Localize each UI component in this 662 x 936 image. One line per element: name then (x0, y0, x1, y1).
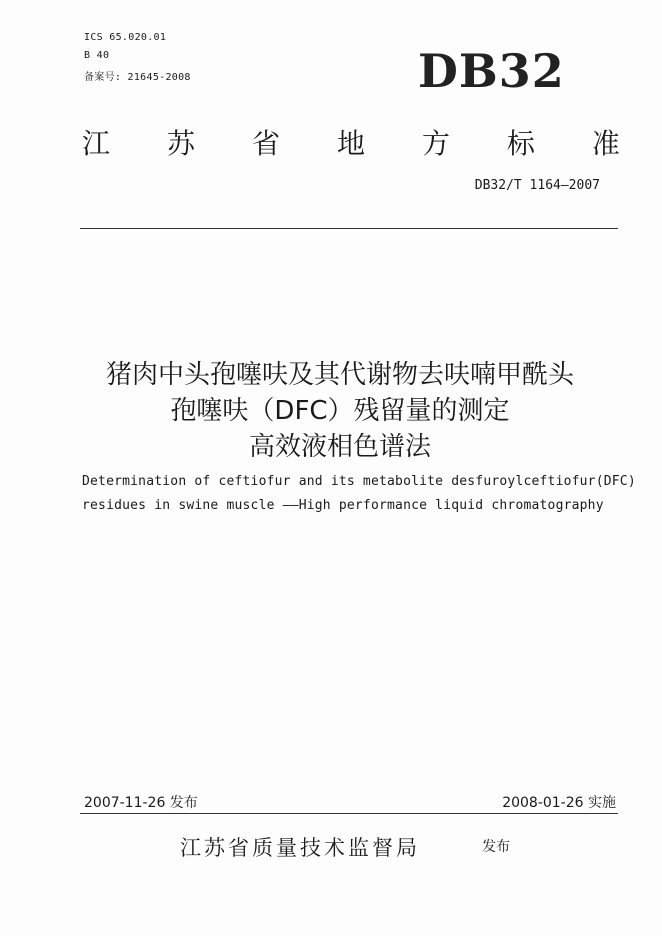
standard-type-char: 方 (421, 127, 450, 160)
title-en-line1: Determination of ceftiofur and its metabolite desfuroylceftiofur(DFC) (82, 474, 636, 489)
issuer-suffix: 发布 (482, 839, 510, 855)
publish-date: 2007-11-26 发布 (84, 795, 198, 811)
db32-logo: DB32 (418, 44, 565, 98)
issuer-name: 江苏省质量技术监督局 (180, 836, 420, 860)
title-cn-line3: 高效液相色谱法 (248, 432, 431, 462)
footer-rule (80, 813, 618, 814)
standard-type-char: 准 (591, 127, 620, 160)
record-number: 备案号: 21645-2008 (84, 72, 191, 83)
standard-type-char: 地 (336, 127, 365, 160)
header-rule (80, 228, 618, 229)
standard-type-char: 标 (506, 127, 535, 160)
class-code: B 40 (84, 50, 110, 61)
ics-code: ICS 65.020.01 (84, 32, 167, 43)
standard-type-char: 苏 (166, 127, 195, 160)
standard-type (82, 122, 620, 162)
title-cn-line2: 孢噻呋（DFC）残留量的测定 (170, 396, 510, 426)
implement-date: 2008-01-26 实施 (502, 795, 616, 811)
standard-type-char: 江 (82, 127, 111, 160)
title-cn-line1: 猪肉中头孢噻呋及其代谢物去呋喃甲酰头 (105, 360, 574, 390)
standard-number: DB32/T 1164—2007 (474, 178, 600, 193)
standard-type-char: 省 (251, 127, 280, 160)
title-en-line2: residues in swine muscle ——High performance liquid chromatography (82, 498, 604, 513)
